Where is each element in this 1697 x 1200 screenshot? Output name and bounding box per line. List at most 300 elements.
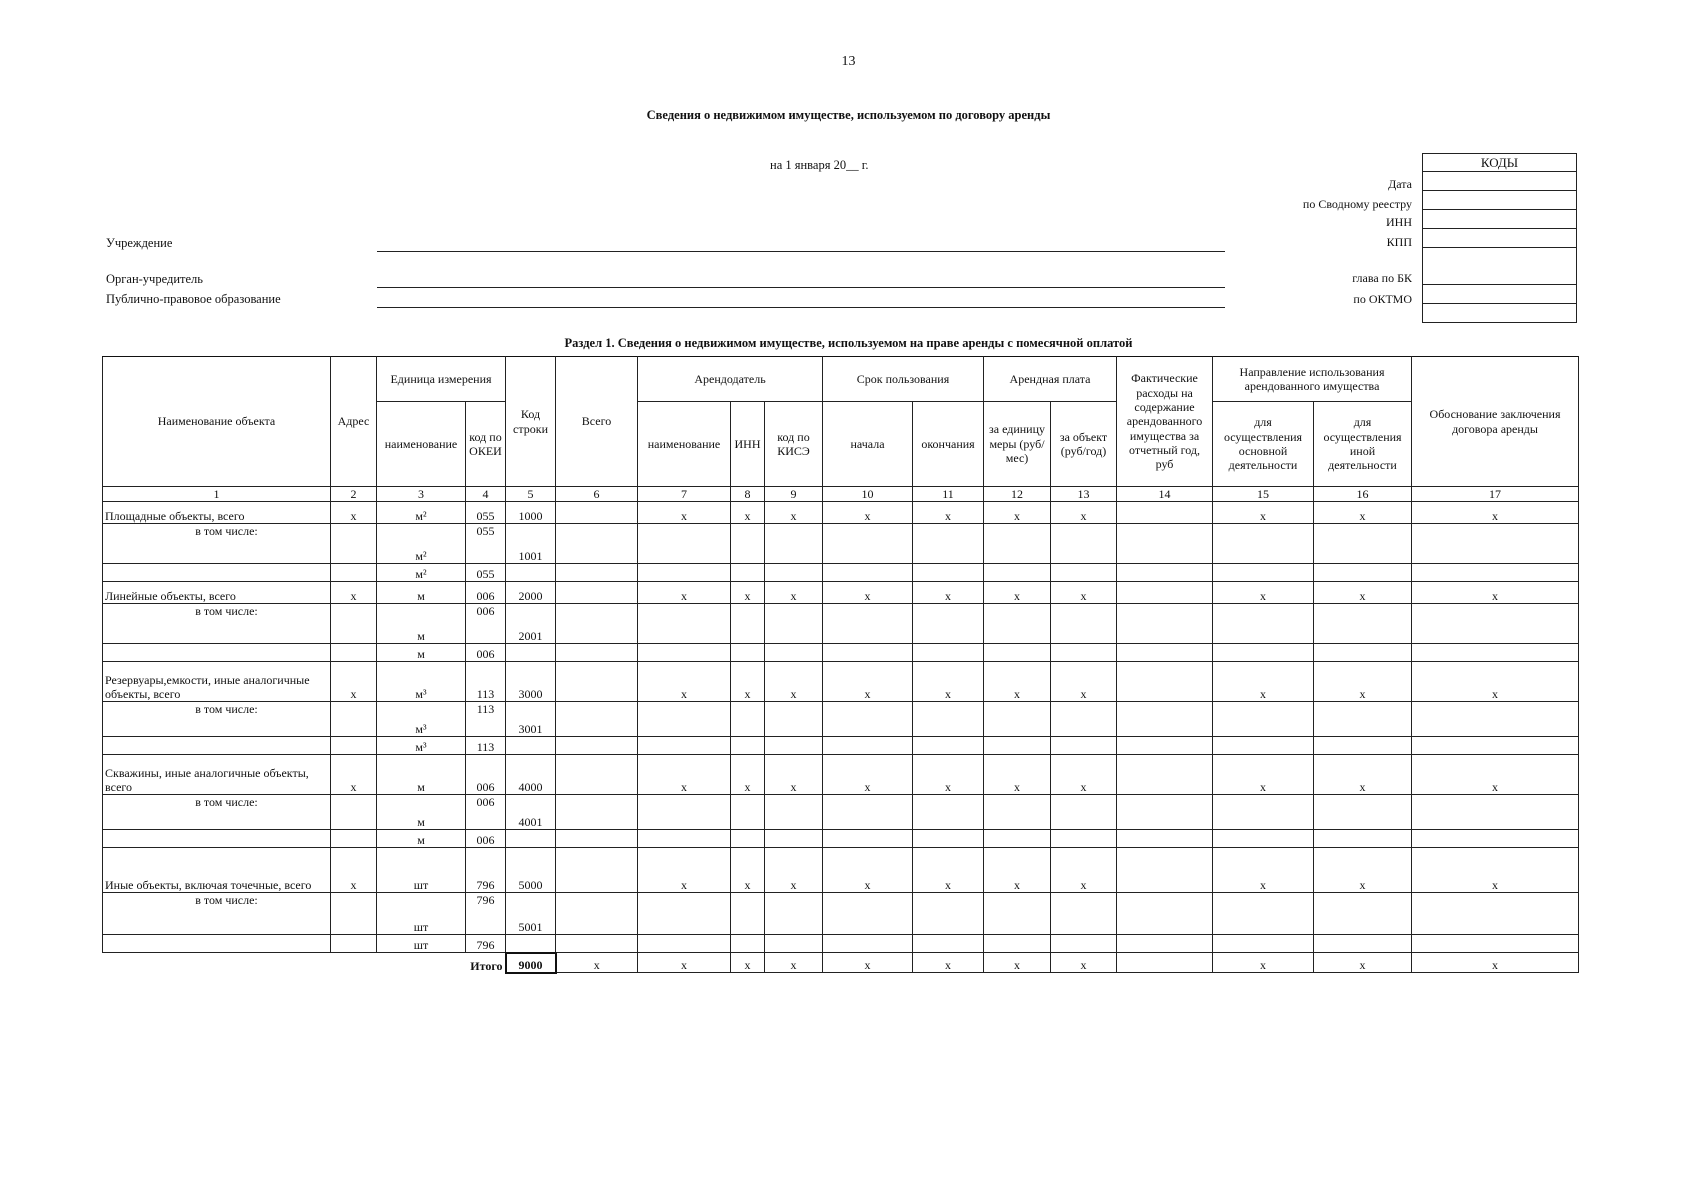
data-cell[interactable] <box>1314 564 1412 582</box>
x-mark: x <box>331 848 377 893</box>
data-cell[interactable] <box>103 564 331 582</box>
unit-name: м <box>377 830 466 848</box>
data-cell[interactable] <box>913 644 984 662</box>
institution-field[interactable] <box>377 251 1225 252</box>
data-cell[interactable] <box>984 737 1051 755</box>
unit-name: м³ <box>377 662 466 702</box>
x-mark: x <box>823 848 913 893</box>
code-inn-cell[interactable] <box>1423 210 1577 229</box>
x-mark: x <box>765 502 823 524</box>
data-cell[interactable] <box>331 893 377 935</box>
header-address: Адрес <box>331 357 377 487</box>
x-mark: x <box>1051 582 1117 604</box>
institution-label: Учреждение <box>106 236 173 250</box>
data-cell[interactable] <box>1213 737 1314 755</box>
column-numbers-row <box>103 487 1579 502</box>
x-mark: x <box>1051 848 1117 893</box>
unit-name: м³ <box>377 737 466 755</box>
data-cell[interactable] <box>984 604 1051 644</box>
x-mark: x <box>913 582 984 604</box>
x-mark: x <box>984 848 1051 893</box>
header-lessor-kise: код по КИСЭ <box>765 402 823 487</box>
data-cell[interactable] <box>556 795 638 830</box>
x-mark: x <box>765 662 823 702</box>
code-date-cell[interactable] <box>1423 172 1577 191</box>
data-cell[interactable] <box>1117 524 1213 564</box>
row-code: 4000 <box>506 755 556 795</box>
total-label: Итого <box>103 953 506 973</box>
data-cell[interactable] <box>1117 935 1213 953</box>
group-title: Иные объекты, включая точечные, всего <box>103 848 331 893</box>
x-mark: x <box>913 502 984 524</box>
sub-label: в том числе: <box>103 893 331 935</box>
codes-inn-label: ИНН <box>1386 215 1412 229</box>
data-cell[interactable] <box>556 702 638 737</box>
data-cell[interactable] <box>1412 737 1579 755</box>
data-cell[interactable] <box>638 564 731 582</box>
data-cell[interactable] <box>1117 795 1213 830</box>
x-mark: x <box>1412 582 1579 604</box>
x-mark: x <box>1051 662 1117 702</box>
data-cell[interactable] <box>331 604 377 644</box>
data-cell[interactable] <box>556 830 638 848</box>
okei-code: 006 <box>466 795 506 830</box>
data-cell[interactable] <box>1412 795 1579 830</box>
data-cell[interactable] <box>984 644 1051 662</box>
unit-name: шт <box>377 935 466 953</box>
data-cell[interactable] <box>556 935 638 953</box>
data-cell[interactable] <box>984 524 1051 564</box>
data-cell[interactable] <box>1213 604 1314 644</box>
unit-name: шт <box>377 848 466 893</box>
data-cell[interactable] <box>638 795 731 830</box>
x-mark: x <box>823 582 913 604</box>
header-unit-name: наименование <box>377 402 466 487</box>
data-cell[interactable] <box>913 702 984 737</box>
data-cell[interactable] <box>1051 795 1117 830</box>
data-cell[interactable] <box>556 755 638 795</box>
data-cell[interactable] <box>823 524 913 564</box>
header-total: Всего <box>556 357 638 487</box>
data-cell[interactable] <box>1314 644 1412 662</box>
data-cell[interactable] <box>1213 524 1314 564</box>
data-cell[interactable] <box>823 737 913 755</box>
okei-code: 796 <box>466 848 506 893</box>
data-cell[interactable] <box>731 604 765 644</box>
header-usage-direction: Направление использования арендованного имущества <box>1213 357 1412 402</box>
data-cell[interactable] <box>506 737 556 755</box>
data-cell[interactable] <box>823 795 913 830</box>
data-cell[interactable] <box>556 604 638 644</box>
data-cell[interactable] <box>1117 502 1213 524</box>
row-code: 5001 <box>506 893 556 935</box>
column-number: 10 <box>823 487 913 502</box>
data-cell[interactable] <box>984 935 1051 953</box>
group-total-row <box>103 848 1579 893</box>
data-cell[interactable] <box>506 564 556 582</box>
row-code: 3001 <box>506 702 556 737</box>
data-cell[interactable] <box>765 737 823 755</box>
data-cell[interactable] <box>638 830 731 848</box>
public-entity-label: Публично-правовое образование <box>106 292 281 306</box>
data-cell[interactable] <box>823 830 913 848</box>
header-term-end: окончания <box>913 402 984 487</box>
data-cell[interactable] <box>1412 604 1579 644</box>
x-mark: x <box>1213 755 1314 795</box>
x-mark: x <box>1314 953 1412 973</box>
unit-name: м² <box>377 502 466 524</box>
unit-name: м <box>377 582 466 604</box>
data-cell[interactable] <box>984 795 1051 830</box>
data-cell[interactable] <box>765 795 823 830</box>
data-cell[interactable] <box>765 564 823 582</box>
x-mark: x <box>765 755 823 795</box>
data-cell[interactable] <box>1314 524 1412 564</box>
data-cell[interactable] <box>1314 935 1412 953</box>
data-cell[interactable] <box>984 830 1051 848</box>
data-cell[interactable] <box>731 702 765 737</box>
data-cell[interactable] <box>556 564 638 582</box>
data-cell[interactable] <box>506 830 556 848</box>
data-cell[interactable] <box>1051 893 1117 935</box>
header-object-name: Наименование объекта <box>103 357 331 487</box>
data-cell[interactable] <box>331 737 377 755</box>
document-title: Сведения о недвижимом имуществе, используемом по договору аренды <box>646 108 1051 122</box>
data-cell[interactable] <box>1051 524 1117 564</box>
data-cell[interactable] <box>1051 737 1117 755</box>
header-term: Срок пользования <box>823 357 984 402</box>
data-cell[interactable] <box>1314 795 1412 830</box>
data-cell[interactable] <box>103 737 331 755</box>
group-total-row <box>103 582 1579 604</box>
data-cell[interactable] <box>331 644 377 662</box>
x-mark: x <box>984 502 1051 524</box>
unit-name: шт <box>377 893 466 935</box>
data-cell[interactable] <box>1051 604 1117 644</box>
group-extra-row <box>103 644 1579 662</box>
data-cell[interactable] <box>731 564 765 582</box>
data-cell[interactable] <box>1412 893 1579 935</box>
column-number: 12 <box>984 487 1051 502</box>
x-mark: x <box>1213 662 1314 702</box>
data-cell[interactable] <box>913 893 984 935</box>
unit-name: м³ <box>377 702 466 737</box>
data-cell[interactable] <box>638 604 731 644</box>
data-cell[interactable] <box>1412 524 1579 564</box>
data-cell[interactable] <box>1051 564 1117 582</box>
codes-header: КОДЫ <box>1423 154 1577 172</box>
data-cell[interactable] <box>1117 604 1213 644</box>
data-cell[interactable] <box>731 644 765 662</box>
x-mark: x <box>1314 502 1412 524</box>
data-cell[interactable] <box>765 935 823 953</box>
data-cell[interactable] <box>765 702 823 737</box>
data-cell[interactable] <box>331 830 377 848</box>
section-title: Раздел 1. Сведения о недвижимом имуществе, используемом на праве аренды с помесячной оплатой <box>564 336 1133 350</box>
x-mark: x <box>1412 502 1579 524</box>
column-number: 11 <box>913 487 984 502</box>
header-lessor: Арендодатель <box>638 357 823 402</box>
data-cell[interactable] <box>331 935 377 953</box>
data-cell[interactable] <box>984 564 1051 582</box>
column-number: 5 <box>506 487 556 502</box>
data-cell[interactable] <box>1213 795 1314 830</box>
column-number: 6 <box>556 487 638 502</box>
okei-code: 006 <box>466 644 506 662</box>
data-cell[interactable] <box>103 935 331 953</box>
data-cell[interactable] <box>638 893 731 935</box>
data-cell[interactable] <box>1051 935 1117 953</box>
data-cell[interactable] <box>331 524 377 564</box>
data-cell[interactable] <box>103 644 331 662</box>
header-row-code: Код строки <box>506 357 556 487</box>
group-extra-row <box>103 737 1579 755</box>
row-code: 2001 <box>506 604 556 644</box>
x-mark: x <box>1314 582 1412 604</box>
unit-name: м <box>377 755 466 795</box>
data-cell[interactable] <box>1117 644 1213 662</box>
public-entity-field[interactable] <box>377 307 1225 308</box>
data-cell[interactable] <box>823 935 913 953</box>
row-code: 5000 <box>506 848 556 893</box>
code-registry-cell[interactable] <box>1423 191 1577 210</box>
data-cell[interactable] <box>1412 644 1579 662</box>
data-cell[interactable] <box>823 604 913 644</box>
group-sub-row <box>103 702 1579 737</box>
data-cell[interactable] <box>556 582 638 604</box>
data-cell[interactable] <box>823 644 913 662</box>
x-mark: x <box>1412 953 1579 973</box>
data-cell[interactable] <box>1117 564 1213 582</box>
column-number: 1 <box>103 487 331 502</box>
data-cell[interactable] <box>1051 702 1117 737</box>
x-mark: x <box>731 502 765 524</box>
header-unit-okei: код по ОКЕИ <box>466 402 506 487</box>
column-number: 15 <box>1213 487 1314 502</box>
data-cell[interactable] <box>331 702 377 737</box>
x-mark: x <box>331 662 377 702</box>
column-number: 7 <box>638 487 731 502</box>
data-cell[interactable] <box>331 564 377 582</box>
data-cell[interactable] <box>765 644 823 662</box>
header-rent-per-object: за объект (руб/год) <box>1051 402 1117 487</box>
data-cell[interactable] <box>1213 564 1314 582</box>
x-mark: x <box>765 848 823 893</box>
group-sub-row <box>103 524 1579 564</box>
data-cell[interactable] <box>823 893 913 935</box>
column-number: 4 <box>466 487 506 502</box>
group-title: Площадные объекты, всего <box>103 502 331 524</box>
data-cell[interactable] <box>913 604 984 644</box>
x-mark: x <box>638 755 731 795</box>
group-sub-row <box>103 604 1579 644</box>
data-cell[interactable] <box>913 935 984 953</box>
data-cell[interactable] <box>1117 893 1213 935</box>
data-cell[interactable] <box>556 662 638 702</box>
group-total-row <box>103 662 1579 702</box>
sub-label: в том числе: <box>103 524 331 564</box>
data-cell[interactable] <box>731 935 765 953</box>
header-rent-per-unit: за единицу меры (руб/мес) <box>984 402 1051 487</box>
code-bk-cell[interactable] <box>1423 248 1577 285</box>
data-cell[interactable] <box>1213 893 1314 935</box>
header-usage-main: для осуществления основной деятельности <box>1213 402 1314 487</box>
data-cell[interactable] <box>1117 755 1213 795</box>
x-mark: x <box>731 582 765 604</box>
data-cell[interactable] <box>913 564 984 582</box>
data-cell[interactable] <box>1412 935 1579 953</box>
group-extra-row <box>103 830 1579 848</box>
data-cell[interactable] <box>765 524 823 564</box>
group-total-row <box>103 755 1579 795</box>
x-mark: x <box>765 953 823 973</box>
data-cell[interactable] <box>1117 953 1213 973</box>
data-cell[interactable] <box>1314 702 1412 737</box>
data-cell[interactable] <box>1213 644 1314 662</box>
data-cell[interactable] <box>103 830 331 848</box>
data-cell[interactable] <box>984 702 1051 737</box>
data-cell[interactable] <box>1314 893 1412 935</box>
okei-code: 113 <box>466 737 506 755</box>
column-number: 16 <box>1314 487 1412 502</box>
code-oktmo-cell[interactable] <box>1423 285 1577 304</box>
group-title: Линейные объекты, всего <box>103 582 331 604</box>
data-cell[interactable] <box>1117 702 1213 737</box>
data-cell[interactable] <box>1412 702 1579 737</box>
data-cell[interactable] <box>331 795 377 830</box>
data-cell[interactable] <box>823 702 913 737</box>
x-mark: x <box>731 953 765 973</box>
group-title: Резервуары,емкости, иные аналогичные объекты, всего <box>103 662 331 702</box>
data-cell[interactable] <box>913 795 984 830</box>
data-cell[interactable] <box>506 935 556 953</box>
sub-label: в том числе: <box>103 604 331 644</box>
data-cell[interactable] <box>638 935 731 953</box>
data-cell[interactable] <box>1117 830 1213 848</box>
header-lessor-inn: ИНН <box>731 402 765 487</box>
okei-code: 796 <box>466 893 506 935</box>
okei-code: 055 <box>466 524 506 564</box>
data-cell[interactable] <box>1213 935 1314 953</box>
data-cell[interactable] <box>731 524 765 564</box>
data-cell[interactable] <box>1314 830 1412 848</box>
x-mark: x <box>823 502 913 524</box>
x-mark: x <box>731 755 765 795</box>
column-number: 9 <box>765 487 823 502</box>
okei-code: 796 <box>466 935 506 953</box>
x-mark: x <box>1412 662 1579 702</box>
data-cell[interactable] <box>1412 830 1579 848</box>
x-mark: x <box>984 582 1051 604</box>
data-cell[interactable] <box>556 893 638 935</box>
data-cell[interactable] <box>731 893 765 935</box>
data-cell[interactable] <box>556 524 638 564</box>
data-cell[interactable] <box>556 644 638 662</box>
unit-name: м² <box>377 564 466 582</box>
data-cell[interactable] <box>638 644 731 662</box>
data-cell[interactable] <box>638 737 731 755</box>
x-mark: x <box>1314 662 1412 702</box>
x-mark: x <box>331 755 377 795</box>
x-mark: x <box>638 582 731 604</box>
data-cell[interactable] <box>506 644 556 662</box>
data-cell[interactable] <box>731 795 765 830</box>
codes-date-label: Дата <box>1388 177 1412 191</box>
data-cell[interactable] <box>1051 644 1117 662</box>
data-cell[interactable] <box>765 830 823 848</box>
data-cell[interactable] <box>913 737 984 755</box>
group-sub-row <box>103 893 1579 935</box>
x-mark: x <box>638 953 731 973</box>
row-code: 2000 <box>506 582 556 604</box>
x-mark: x <box>913 755 984 795</box>
x-mark: x <box>984 953 1051 973</box>
x-mark: x <box>823 662 913 702</box>
header-actual-expenses: Фактические расходы на содержание арендованного имущества за отчетный год, руб <box>1117 357 1213 487</box>
data-cell[interactable] <box>556 848 638 893</box>
column-number: 14 <box>1117 487 1213 502</box>
header-lessor-name: наименование <box>638 402 731 487</box>
data-cell[interactable] <box>913 830 984 848</box>
data-cell[interactable] <box>556 502 638 524</box>
x-mark: x <box>984 662 1051 702</box>
okei-code: 006 <box>466 830 506 848</box>
x-mark: x <box>1051 755 1117 795</box>
data-cell[interactable] <box>1314 737 1412 755</box>
data-cell[interactable] <box>1213 830 1314 848</box>
group-extra-row <box>103 935 1579 953</box>
data-cell[interactable] <box>765 604 823 644</box>
data-cell[interactable] <box>638 702 731 737</box>
column-number: 17 <box>1412 487 1579 502</box>
code-kpp-cell[interactable] <box>1423 229 1577 248</box>
x-mark: x <box>765 582 823 604</box>
data-cell[interactable] <box>823 564 913 582</box>
group-total-row <box>103 502 1579 524</box>
data-cell[interactable] <box>765 893 823 935</box>
data-cell[interactable] <box>638 524 731 564</box>
code-extra-cell[interactable] <box>1423 304 1577 323</box>
x-mark: x <box>1213 502 1314 524</box>
data-cell[interactable] <box>1051 830 1117 848</box>
data-cell[interactable] <box>1412 564 1579 582</box>
x-mark: x <box>1213 848 1314 893</box>
codes-oktmo-label: по ОКТМО <box>1353 292 1412 306</box>
group-extra-row <box>103 564 1579 582</box>
data-cell[interactable] <box>1213 702 1314 737</box>
data-cell[interactable] <box>556 737 638 755</box>
data-cell[interactable] <box>1117 737 1213 755</box>
x-mark: x <box>1051 953 1117 973</box>
founder-field[interactable] <box>377 287 1225 288</box>
data-cell[interactable] <box>1117 582 1213 604</box>
x-mark: x <box>331 502 377 524</box>
data-cell[interactable] <box>1117 848 1213 893</box>
data-cell[interactable] <box>731 830 765 848</box>
unit-name: м <box>377 604 466 644</box>
okei-code: 006 <box>466 604 506 644</box>
data-cell[interactable] <box>1117 662 1213 702</box>
data-cell[interactable] <box>913 524 984 564</box>
x-mark: x <box>1051 502 1117 524</box>
data-cell[interactable] <box>984 893 1051 935</box>
data-cell[interactable] <box>1314 604 1412 644</box>
x-mark: x <box>913 848 984 893</box>
header-rent: Арендная плата <box>984 357 1117 402</box>
sub-label: в том числе: <box>103 795 331 830</box>
data-cell[interactable] <box>731 737 765 755</box>
okei-code: 006 <box>466 582 506 604</box>
